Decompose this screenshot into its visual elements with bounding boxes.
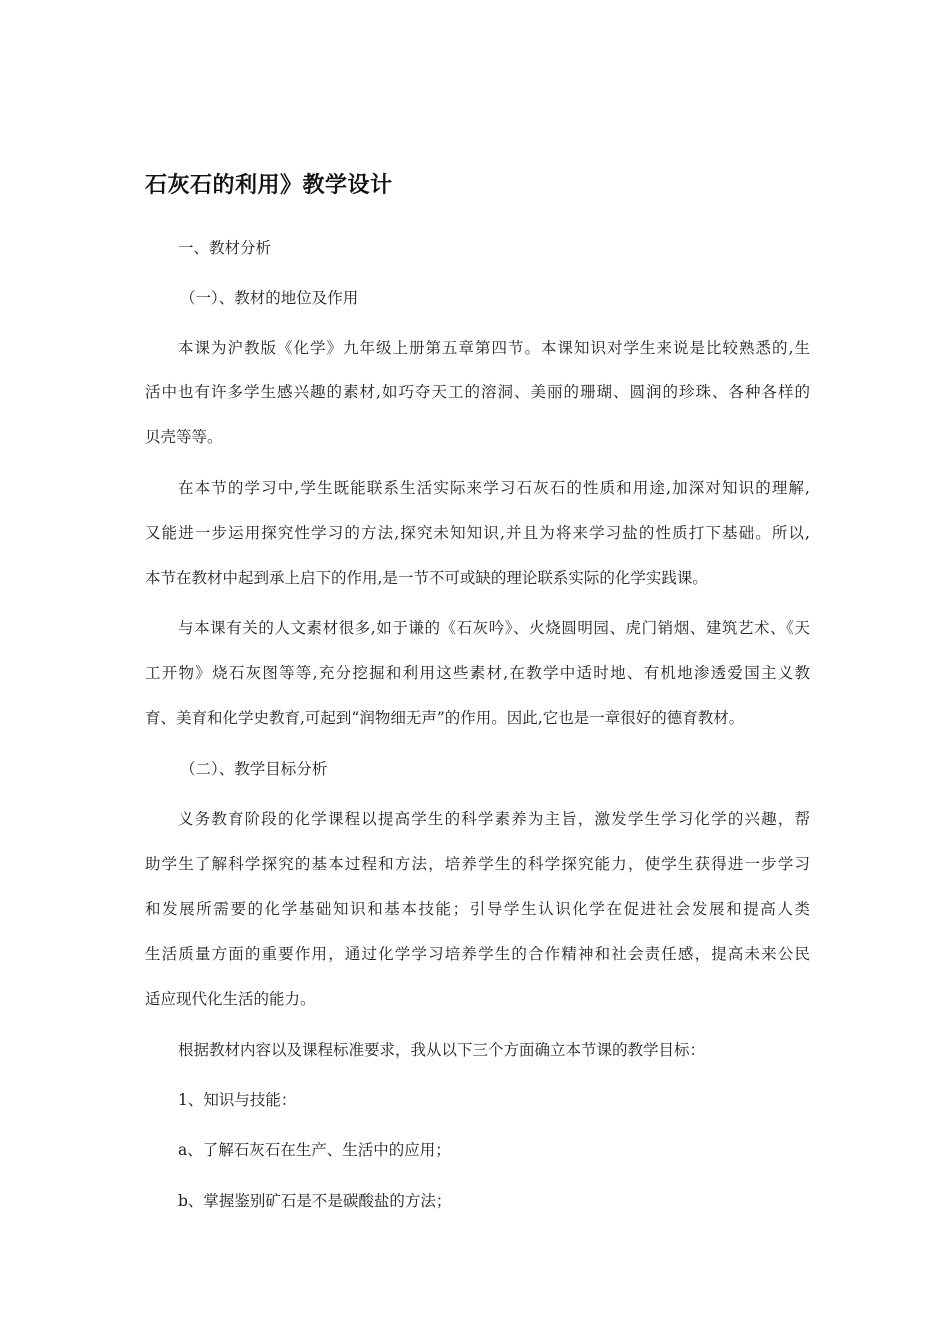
paragraph-line: 活中也有许多学生感兴趣的素材,如巧夺天工的溶洞、美丽的珊瑚、圆润的珍珠、各种各样的 <box>145 383 810 401</box>
paragraph-line: 又能进一步运用探究性学习的方法,探究未知知识,并且为将来学习盐的性质打下基础。所以, <box>145 524 810 542</box>
paragraph-line: 根据教材内容以及课程标准要求，我从以下三个方面确立本节课的教学目标： <box>178 1041 706 1059</box>
list-item: 1、知识与技能： <box>178 1091 297 1109</box>
paragraph-line: 育、美育和化学史教育,可起到“润物细无声”的作用。因此,它也是一章很好的德育教材。 <box>145 709 745 727</box>
section-heading-textbook-analysis: 一、教材分析 <box>178 239 272 257</box>
list-item: b、掌握鉴别矿石是不是碳酸盐的方法； <box>178 1192 452 1210</box>
paragraph-line: 本课为沪教版《化学》九年级上册第五章第四节。本课知识对学生来说是比较熟悉的,生 <box>178 339 810 357</box>
paragraph-line: 工开物》烧石灰图等等,充分挖掘和利用这些素材,在教学中适时地、有机地渗透爱国主义教 <box>145 664 810 682</box>
paragraph-line: 和发展所需要的化学基础知识和基本技能；引导学生认识化学在促进社会发展和提高人类 <box>145 900 810 918</box>
paragraph-line: 与本课有关的人文素材很多,如于谦的《石灰吟》、火烧圆明园、虎门销烟、建筑艺术、《天 <box>178 619 810 637</box>
paragraph-line: 在本节的学习中,学生既能联系生活实际来学习石灰石的性质和用途,加深对知识的理解, <box>178 479 810 497</box>
paragraph-line: 助学生了解科学探究的基本过程和方法，培养学生的科学探究能力，使学生获得进一步学习 <box>145 855 810 873</box>
subsection-heading-teaching-goals: （二）、教学目标分析 <box>180 760 328 778</box>
paragraph-line: 本节在教材中起到承上启下的作用,是一节不可或缺的理论联系实际的化学实践课。 <box>145 569 708 587</box>
paragraph-line: 贝壳等等。 <box>145 428 223 446</box>
paragraph-line: 生活质量方面的重要作用，通过化学学习培养学生的合作精神和社会责任感，提高未来公民 <box>145 945 810 963</box>
list-item: a、了解石灰石在生产、生活中的应用； <box>178 1141 451 1159</box>
document-title: 石灰石的利用》教学设计 <box>145 173 393 198</box>
paragraph-line: 适应现代化生活的能力。 <box>145 990 316 1008</box>
paragraph-line: 义务教育阶段的化学课程以提高学生的科学素养为主旨，激发学生学习化学的兴趣，帮 <box>178 810 810 828</box>
subsection-heading-position-role: （一）、教材的地位及作用 <box>180 289 359 307</box>
